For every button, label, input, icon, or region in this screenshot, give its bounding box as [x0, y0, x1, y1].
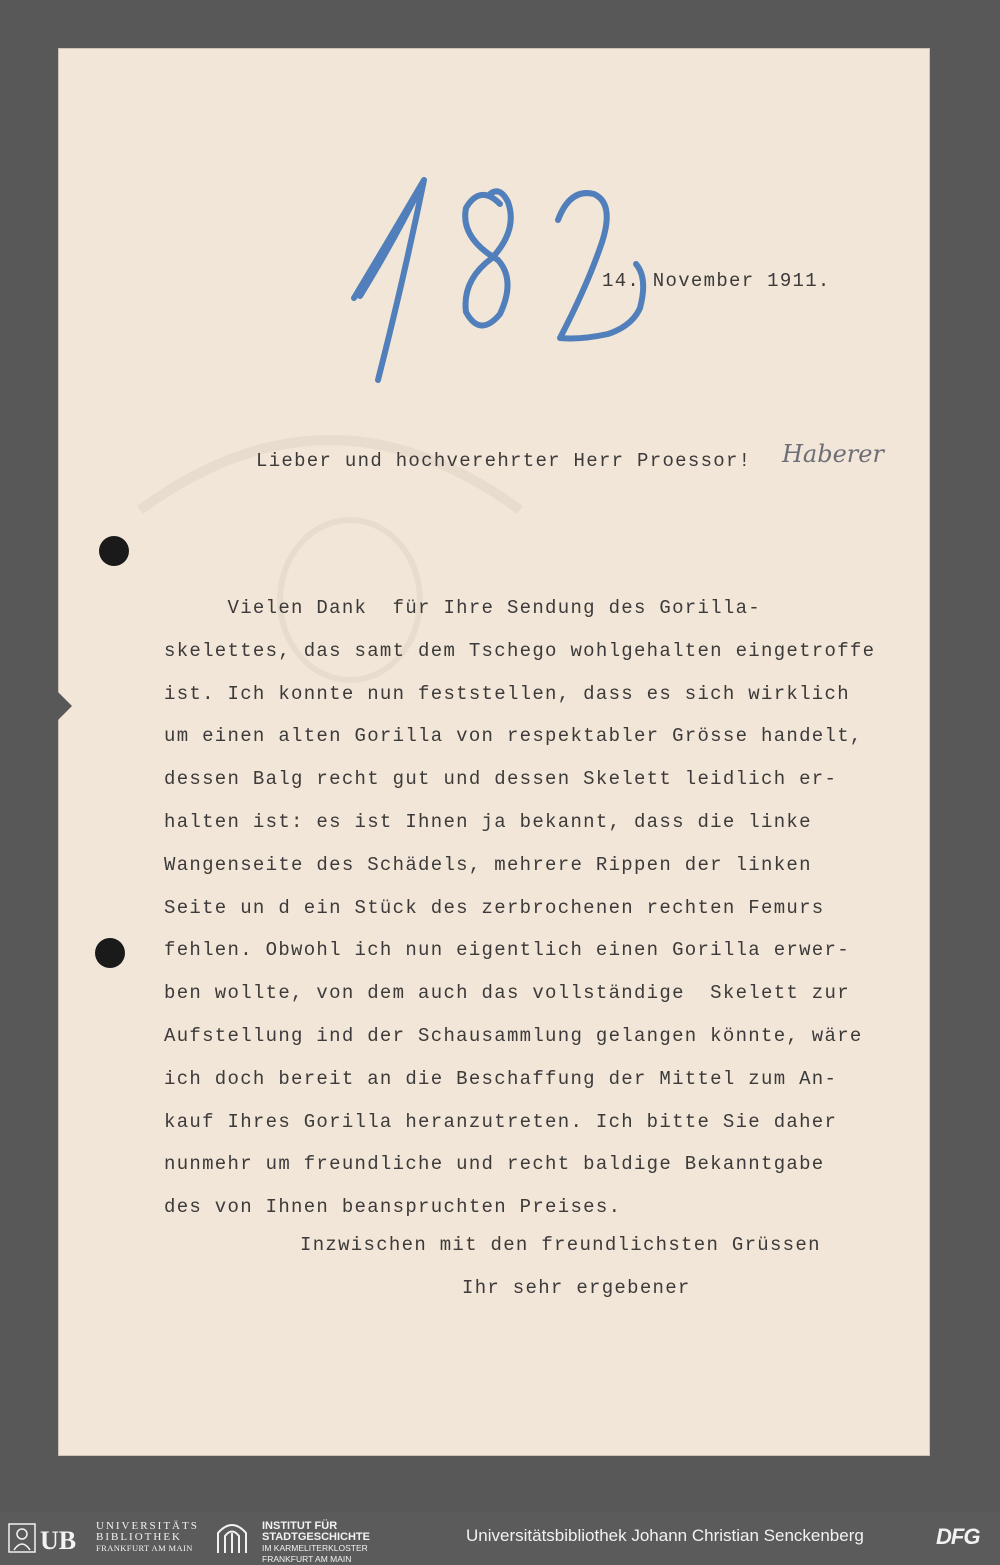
svg-text:UB: UB	[40, 1526, 77, 1555]
footer-bar	[0, 1512, 1000, 1562]
letter-body-line: ben wollte, von dem auch das vollständige Skelett zur	[164, 982, 850, 1004]
letter-body-line: dessen Balg recht gut und dessen Skelett leidlich er-	[164, 768, 838, 790]
letter-body-line: skelettes, das samt dem Tschego wohlgehalten eingetroffe	[164, 640, 876, 662]
letter-body-line: kauf Ihres Gorilla heranzutreten. Ich bitte Sie daher	[164, 1111, 838, 1133]
letter-body-line: Aufstellung ind der Schausammlung gelangen könnte, wäre	[164, 1025, 863, 1047]
letter-body-line: halten ist: es ist Ihnen ja bekannt, dass die linke	[164, 811, 812, 833]
letter-body-line: nunmehr um freundliche und recht baldige Bekanntgabe	[164, 1153, 825, 1175]
letter-body-line: Wangenseite des Schädels, mehrere Rippen der linken	[164, 854, 812, 876]
punch-hole-top	[99, 536, 129, 566]
isg-institute-logo-icon	[214, 1521, 250, 1555]
footer-library-title: Universitätsbibliothek Johann Christian Senckenberg	[466, 1526, 864, 1545]
punch-hole-bottom	[95, 938, 125, 968]
handwritten-recipient-name: Haberer	[782, 440, 884, 468]
ub-library-name	[96, 1521, 199, 1554]
dfg-logo: DFG	[936, 1524, 980, 1549]
letter-body-line: Seite un d ein Stück des zerbrochenen rechten Femurs	[164, 897, 825, 919]
letter-body-line: Vielen Dank für Ihre Sendung des Gorilla-	[164, 597, 761, 619]
ub-line-2: BIBLIOTHEK	[96, 1531, 182, 1543]
ub-line-3: FRANKFURT AM MAIN	[96, 1543, 193, 1553]
letter-body-line: des von Ihnen beanspruchten Preises.	[164, 1196, 622, 1218]
letter-body-line: ich doch bereit an die Beschaffung der Mittel zum An-	[164, 1068, 838, 1090]
isg-line-1: INSTITUT FÜR	[262, 1520, 338, 1532]
letter-body-line: ist. Ich konnte nun feststellen, dass es sich wirklich	[164, 683, 850, 705]
isg-line-4: FRANKFURT AM MAIN	[262, 1554, 352, 1564]
isg-institute-name	[262, 1521, 370, 1565]
isg-line-3: IM KARMELITERKLOSTER	[262, 1543, 368, 1553]
letter-body-line: um einen alten Gorilla von respektabler Grösse handelt,	[164, 725, 863, 747]
paper-notch	[56, 690, 72, 722]
closing-greeting: Inzwischen mit den freundlichsten Grüssen	[300, 1234, 821, 1256]
closing-signoff: Ihr sehr ergebener	[462, 1277, 691, 1299]
ub-library-logo-icon	[8, 1520, 96, 1556]
letter-salutation: Lieber und hochverehrter Herr Proessor!	[256, 450, 752, 472]
letter-body-line: fehlen. Obwohl ich nun eigentlich einen Gorilla erwer-	[164, 939, 850, 961]
ub-line-1: UNIVERSITÄTS	[96, 1520, 199, 1532]
letter-date: 14. November 1911.	[602, 270, 831, 292]
isg-line-2: STADTGESCHICHTE	[262, 1531, 370, 1543]
